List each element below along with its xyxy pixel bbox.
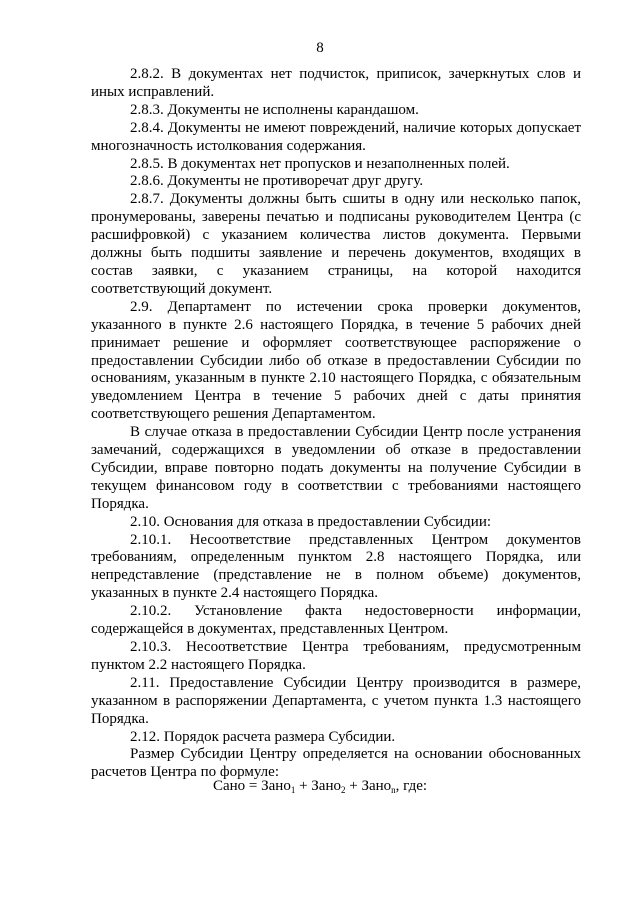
paragraph-2-8-2: 2.8.2. В документах нет подчисток, приписок, зачеркнутых слов и иных исправлений. xyxy=(91,66,581,100)
paragraph-2-8-6: 2.8.6. Документы не противоречат друг другу. xyxy=(130,173,424,190)
paragraph-subsidy-size: Размер Субсидии Центру определяется на основании обоснованных расчетов Центра по формуле: xyxy=(91,746,581,781)
subsidy-formula xyxy=(0,778,640,795)
formula-tail: , где: xyxy=(395,778,428,794)
formula-equals: = xyxy=(245,778,262,794)
paragraph-2-10-3: 2.10.3. Несоответствие Центра требованиям, предусмотренным пунктом 2.2 настоящего Порядка. xyxy=(91,639,581,673)
paragraph-2-8-3: 2.8.3. Документы не исполнены карандашом. xyxy=(130,101,419,118)
paragraph-2-8-7: 2.8.7. Документы должны быть сшиты в одну или несколько папок, пронумерованы, заверены печатью и подписаны руководителем Центра (с расшифровкой) с указанием количества листов документа. Первыми должны быть подшиты заявление и перечень документов, входящих в состав заявки, с указанием страницы, на которой находится соответствующий документ. xyxy=(91,191,581,297)
paragraph-2-10: 2.10. Основания для отказа в предоставлении Субсидии: xyxy=(130,513,492,530)
paragraph-refusal-resubmission: В случае отказа в предоставлении Субсидии Центр после устранения замечаний, содержащихся в уведомлении об отказе в предоставлении Субсидии, вправе повторно подать документы на получение Субсидии в текущем финансовом году в соответствии с требованиями настоящего Порядка. xyxy=(91,424,581,512)
paragraph-2-10-2: 2.10.2. Установление факта недостоверности информации, содержащейся в документах, представленных Центром. xyxy=(91,603,581,638)
formula-sub-2: 2 xyxy=(341,785,346,795)
formula-term-2: Зано xyxy=(311,778,341,794)
formula-plus-2: + xyxy=(345,778,362,794)
paragraph-2-11: 2.11. Предоставление Субсидии Центру производится в размере, указанном в распоряжении Департамента, с учетом пункта 1.3 настоящего Порядка. xyxy=(91,674,581,727)
formula-sub-1: 1 xyxy=(290,785,296,795)
paragraph-2-8-4: 2.8.4. Документы не имеют повреждений, наличие которых допускает многозначность истолкования содержания. xyxy=(91,119,581,154)
document-body xyxy=(91,66,581,782)
paragraph-2-9: 2.9. Департамент по истечении срока проверки документов, указанного в пункте 2.6 настоящего Порядка, в течение 5 рабочих дней принимает решение и оформляет соответствующее распоряжение о предоставлении Субсидии либо об отказе в предоставлении Субсидии по основаниям, указанным в пункте 2.10 настоящего Порядка, с обязательным уведомлением Центра в течение 5 рабочих дней с даты принятия соответствующего решения Департаментом. xyxy=(91,298,581,423)
page-number: 8 xyxy=(316,40,324,56)
formula-plus-1: + xyxy=(295,778,312,794)
paragraph-2-8-5: 2.8.5. В документах нет пропусков и незаполненных полей. xyxy=(130,155,510,172)
formula-sub-n: n xyxy=(391,785,396,795)
formula-term-1: Зано xyxy=(261,778,291,794)
formula-lhs: Сано xyxy=(212,778,246,794)
paragraph-2-10-1: 2.10.1. Несоответствие представленных Центром документов требованиям, определенным пунктом 2.8 настоящего Порядка, или непредставление (представление не в полном объеме) документов, указанных в пункте 2.4 настоящего Порядка. xyxy=(91,531,581,602)
formula-term-n: Зано xyxy=(361,778,392,794)
paragraph-2-12: 2.12. Порядок расчета размера Субсидии. xyxy=(130,728,396,745)
